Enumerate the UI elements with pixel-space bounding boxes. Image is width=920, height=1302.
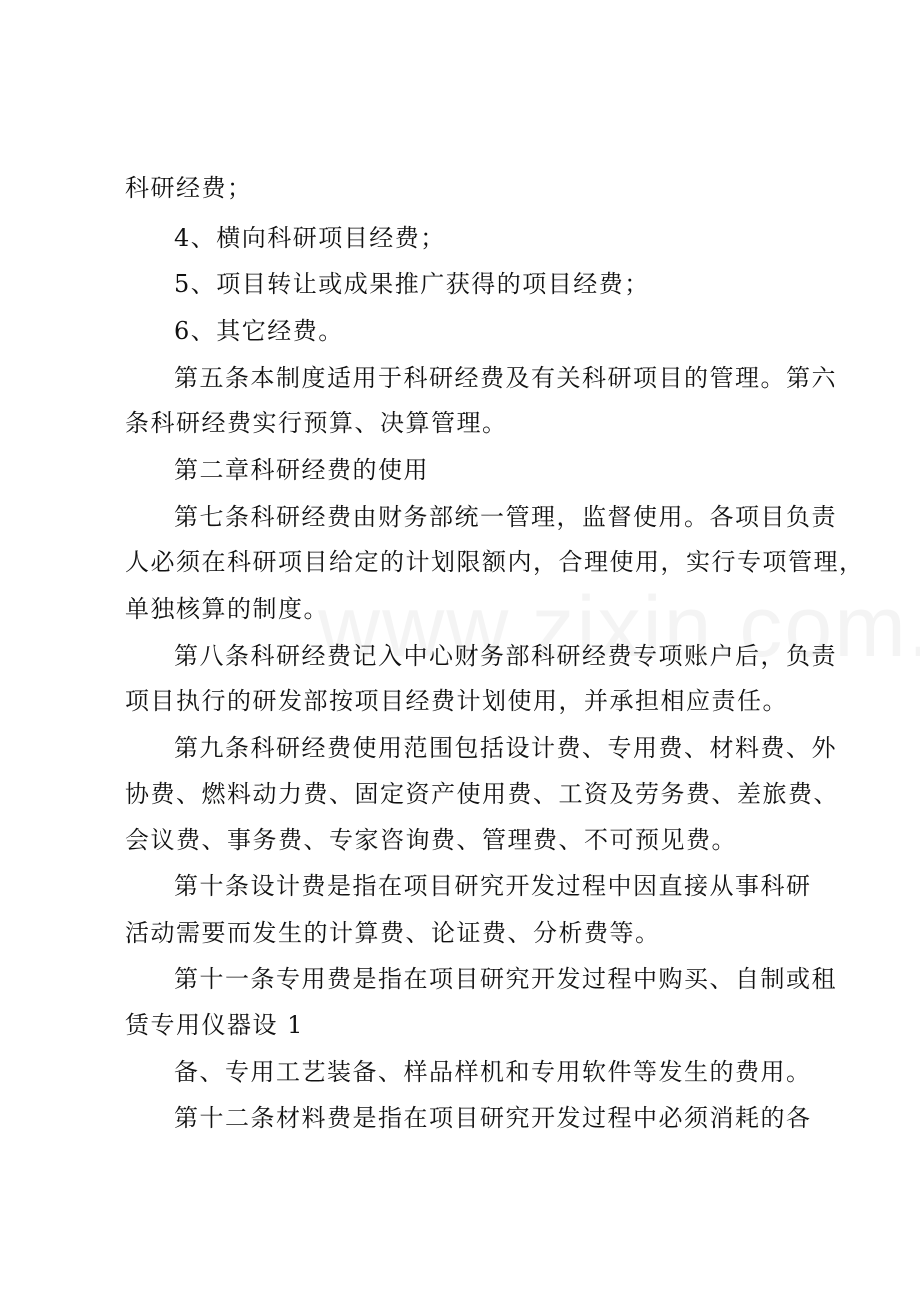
- text-line: 第五条本制度适用于科研经费及有关科研项目的管理。第六: [174, 364, 837, 392]
- text-line: 第八条科研经费记入中心财务部科研经费专项账户后，负责: [174, 642, 837, 670]
- text-line: 人必须在科研项目给定的计划限额内，合理使用，实行专项管理，: [125, 548, 865, 576]
- text-line: 5、项目转让或成果推广获得的项目经费；: [174, 270, 650, 298]
- text-line: 会议费、事务费、专家咨询费、管理费、不可预见费。: [125, 826, 737, 854]
- text-line: 第十一条专用费是指在项目研究开发过程中购买、自制或租: [174, 965, 837, 993]
- text-line: 第九条科研经费使用范围包括设计费、专用费、材料费、外: [174, 734, 837, 762]
- text-line: 第十条设计费是指在项目研究开发过程中因直接从事科研: [174, 872, 812, 900]
- text-line: 6、其它经费。: [174, 317, 344, 345]
- text-line: 备、专用工艺装备、样品样机和专用软件等发生的费用。: [174, 1058, 812, 1086]
- text-line: 活动需要而发生的计算费、论证费、分析费等。: [125, 919, 661, 947]
- text-line: 科研经费；: [125, 174, 253, 202]
- text-line: 项目执行的研发部按项目经费计划使用，并承担相应责任。: [125, 687, 788, 715]
- text-line: 赁专用仪器设 1: [125, 1011, 304, 1039]
- section-heading: 第二章科研经费的使用: [174, 456, 429, 484]
- text-line: 条科研经费实行预算、决算管理。: [125, 409, 508, 437]
- text-line: 4、横向科研项目经费；: [174, 224, 446, 252]
- text-line: 第七条科研经费由财务部统一管理，监督使用。各项目负责: [174, 503, 837, 531]
- text-line: 协费、燃料动力费、固定资产使用费、工资及劳务费、差旅费、: [125, 780, 839, 808]
- text-line: 第十二条材料费是指在项目研究开发过程中必须消耗的各: [174, 1104, 812, 1132]
- text-line: 单独核算的制度。: [125, 595, 329, 623]
